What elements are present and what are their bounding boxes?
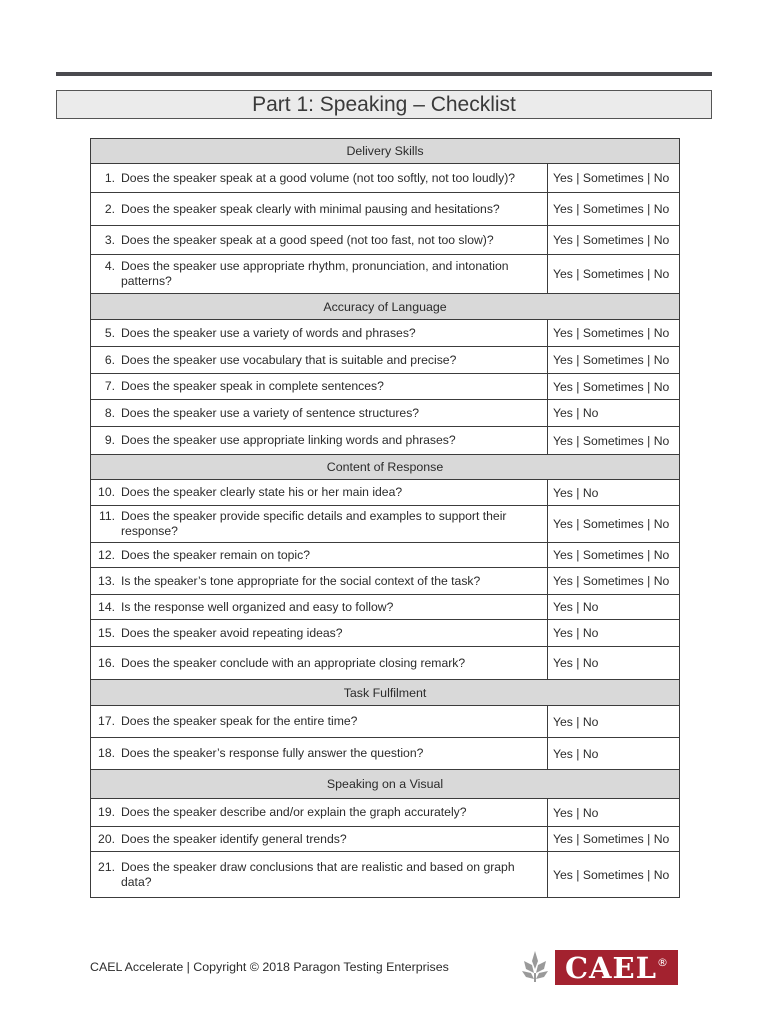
answer-options: Yes | No (548, 480, 680, 506)
question-text: Does the speaker describe and/or explain the graph accurately? (121, 805, 467, 819)
question-number: 4. (104, 259, 115, 273)
question-text: Does the speaker’s response fully answer the question? (121, 746, 424, 760)
checklist-row (91, 374, 680, 400)
question-cell (91, 193, 548, 226)
answer-options: Yes | No (548, 620, 680, 647)
section-header-row (91, 455, 680, 480)
question-cell (91, 568, 548, 595)
question-number: 10. (98, 485, 115, 499)
checklist-row (91, 193, 680, 226)
question-cell (91, 427, 548, 455)
section-header: Content of Response (91, 455, 680, 480)
checklist-row (91, 400, 680, 427)
answer-options: Yes | Sometimes | No (548, 164, 680, 193)
question-number: 8. (104, 405, 115, 420)
answer-options: Yes | Sometimes | No (548, 226, 680, 255)
checklist-row (91, 320, 680, 347)
answer-options: Yes | Sometimes | No (548, 852, 680, 898)
question-number: 3. (104, 232, 115, 247)
section-header: Speaking on a Visual (91, 770, 680, 799)
question-cell (91, 374, 548, 400)
question-text: Does the speaker speak for the entire time? (121, 714, 358, 728)
question-text: Does the speaker clearly state his or her main idea? (121, 485, 403, 499)
cael-logo (555, 950, 678, 985)
question-text: Is the response well organized and easy to follow? (121, 599, 394, 614)
section-header: Accuracy of Language (91, 294, 680, 320)
answer-options: Yes | No (548, 647, 680, 680)
checklist-row (91, 620, 680, 647)
question-cell (91, 738, 548, 770)
question-number: 19. (98, 805, 115, 819)
answer-options: Yes | Sometimes | No (548, 320, 680, 347)
question-number: 5. (104, 325, 115, 340)
question-cell (91, 480, 548, 506)
question-number: 14. (98, 599, 115, 614)
question-cell (91, 799, 548, 827)
question-number: 17. (98, 714, 115, 728)
answer-options: Yes | No (548, 400, 680, 427)
question-text: Does the speaker remain on topic? (121, 547, 311, 562)
question-number: 1. (104, 170, 115, 185)
checklist-row (91, 595, 680, 620)
checklist-row (91, 480, 680, 506)
answer-options: Yes | Sometimes | No (548, 255, 680, 294)
question-text: Does the speaker draw conclusions that are realistic and based on graph data? (121, 859, 515, 889)
question-text: Does the speaker speak in complete sentences? (121, 379, 384, 393)
question-cell (91, 852, 548, 898)
answer-options: Yes | Sometimes | No (548, 347, 680, 374)
top-rule (56, 72, 712, 76)
question-cell (91, 827, 548, 852)
question-number: 11. (98, 509, 115, 523)
question-cell (91, 400, 548, 427)
question-number: 21. (98, 859, 115, 874)
question-cell (91, 706, 548, 738)
question-text: Does the speaker speak clearly with minimal pausing and hesitations? (121, 201, 500, 216)
section-header-row (91, 294, 680, 320)
checklist-row (91, 543, 680, 568)
question-cell (91, 347, 548, 374)
question-cell (91, 620, 548, 647)
answer-options: Yes | Sometimes | No (548, 543, 680, 568)
question-number: 18. (98, 746, 115, 760)
question-cell (91, 506, 548, 543)
checklist-row (91, 164, 680, 193)
question-cell (91, 543, 548, 568)
leaf-logo-icon (520, 949, 550, 983)
answer-options: Yes | No (548, 595, 680, 620)
checklist-row (91, 568, 680, 595)
question-text: Is the speaker’s tone appropriate for the social context of the task? (121, 573, 481, 588)
question-text: Does the speaker identify general trends? (121, 831, 347, 846)
footer-copyright: CAEL Accelerate | Copyright © 2018 Paragon Testing Enterprises (90, 960, 449, 974)
question-number: 9. (104, 433, 115, 447)
checklist-row (91, 738, 680, 770)
answer-options: Yes | No (548, 799, 680, 827)
question-cell (91, 647, 548, 680)
question-number: 6. (104, 352, 115, 367)
registered-mark: ® (657, 956, 669, 969)
question-text: Does the speaker use a variety of words and phrases? (121, 325, 416, 340)
question-number: 7. (104, 379, 115, 393)
question-number: 16. (98, 655, 115, 670)
question-text: Does the speaker use a variety of sentence structures? (121, 405, 420, 420)
answer-options: Yes | No (548, 738, 680, 770)
cael-logo-text: CAEL (564, 950, 658, 985)
question-number: 15. (98, 625, 115, 640)
answer-options: Yes | Sometimes | No (548, 506, 680, 543)
answer-options: Yes | Sometimes | No (548, 193, 680, 226)
answer-options: Yes | Sometimes | No (548, 827, 680, 852)
page-title: Part 1: Speaking – Checklist (56, 90, 712, 119)
question-number: 12. (98, 547, 115, 562)
checklist-row (91, 827, 680, 852)
checklist-table (90, 138, 680, 898)
question-text: Does the speaker conclude with an appropriate closing remark? (121, 655, 466, 670)
answer-options: Yes | Sometimes | No (548, 374, 680, 400)
question-text: Does the speaker provide specific details and examples to support their response? (121, 509, 507, 538)
checklist-row (91, 852, 680, 898)
question-text: Does the speaker speak at a good volume (not too softly, not too loudly)? (121, 170, 516, 185)
question-number: 20. (98, 831, 115, 846)
question-text: Does the speaker use appropriate linking words and phrases? (121, 433, 456, 447)
question-text: Does the speaker use vocabulary that is suitable and precise? (121, 352, 457, 367)
question-cell (91, 255, 548, 294)
checklist-row (91, 799, 680, 827)
answer-options: Yes | Sometimes | No (548, 568, 680, 595)
answer-options: Yes | Sometimes | No (548, 427, 680, 455)
question-text: Does the speaker avoid repeating ideas? (121, 625, 343, 640)
question-number: 2. (104, 201, 115, 216)
checklist-row (91, 347, 680, 374)
checklist-row (91, 647, 680, 680)
checklist-row (91, 255, 680, 294)
question-cell (91, 164, 548, 193)
answer-options: Yes | No (548, 706, 680, 738)
checklist-row (91, 226, 680, 255)
question-cell (91, 320, 548, 347)
section-header: Delivery Skills (91, 139, 680, 164)
question-text: Does the speaker use appropriate rhythm, pronunciation, and intonation patterns? (121, 259, 509, 288)
question-cell (91, 595, 548, 620)
section-header-row (91, 139, 680, 164)
section-header-row (91, 680, 680, 706)
section-header-row (91, 770, 680, 799)
question-text: Does the speaker speak at a good speed (not too fast, not too slow)? (121, 232, 494, 247)
checklist-row (91, 506, 680, 543)
section-header: Task Fulfilment (91, 680, 680, 706)
question-cell (91, 226, 548, 255)
checklist-row (91, 706, 680, 738)
checklist-row (91, 427, 680, 455)
question-number: 13. (98, 573, 115, 588)
